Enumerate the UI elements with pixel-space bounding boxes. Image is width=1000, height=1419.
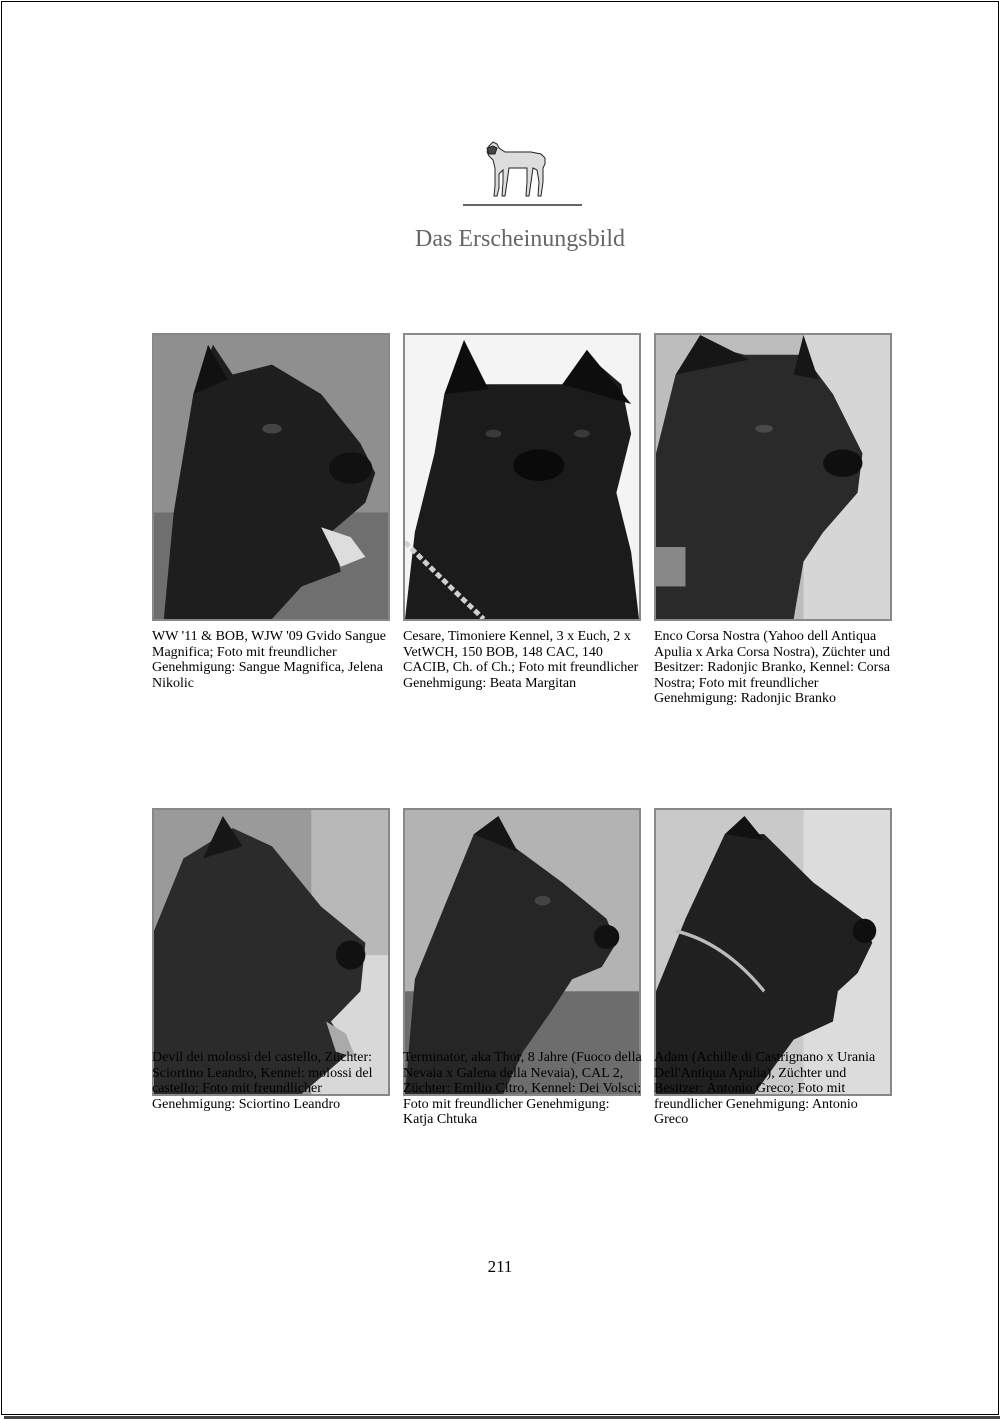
standing-dog-icon	[483, 138, 551, 200]
photo-caption-4: Devil dei molossi del castello, Züchter: Sciortino Leandro, Kennel: molossi del castello; Foto mit freundlicher Genehmigung: Sciortino Leandro	[152, 1050, 373, 1112]
dog-photo-3	[654, 333, 892, 621]
photo-caption-5: Terminator, aka Thor, 8 Jahre (Fuoco della Nevaia x Galena della Nevaia), CAL 2, Züchter: Emilio Citro, Kennel: Dei Volsci; Foto mit freundlicher Genehmigung: Katja Chtuka	[403, 1050, 642, 1127]
photo-caption-6: Adam (Achille di Castrignano x Urania Dell'Antiqua Apulia), Züchter und Besitzer: Antonio Greco; Foto mit freundlicher Genehmigung: Antonio Greco	[654, 1050, 876, 1127]
dog-photo-1	[152, 333, 390, 621]
photo-caption-1: WW '11 & BOB, WJW '09 Gvido Sangue Magnifica; Foto mit freundlicher Genehmigung: Sangue Magnifica, Jelena Nikolic	[152, 629, 386, 691]
page-frame	[1, 1, 999, 1415]
photo-caption-2: Cesare, Timoniere Kennel, 3 x Euch, 2 x VetWCH, 150 BOB, 148 CAC, 140 CACIB, Ch. of Ch.; Foto mit freundlicher Genehmigung: Beata Margitan	[403, 629, 639, 691]
photo-caption-3: Enco Corsa Nostra (Yahoo dell Antiqua Apulia x Arka Corsa Nostra), Züchter und Besitzer: Radonjic Branko, Kennel: Corsa Nostra; Foto mit freundlicher Genehmigung: Radonjic Branko	[654, 629, 890, 706]
page-number: 211	[487, 1257, 513, 1276]
dog-photo-2	[403, 333, 641, 621]
chapter-title: Das Erscheinungsbild	[415, 226, 625, 252]
header-rule	[463, 204, 582, 206]
